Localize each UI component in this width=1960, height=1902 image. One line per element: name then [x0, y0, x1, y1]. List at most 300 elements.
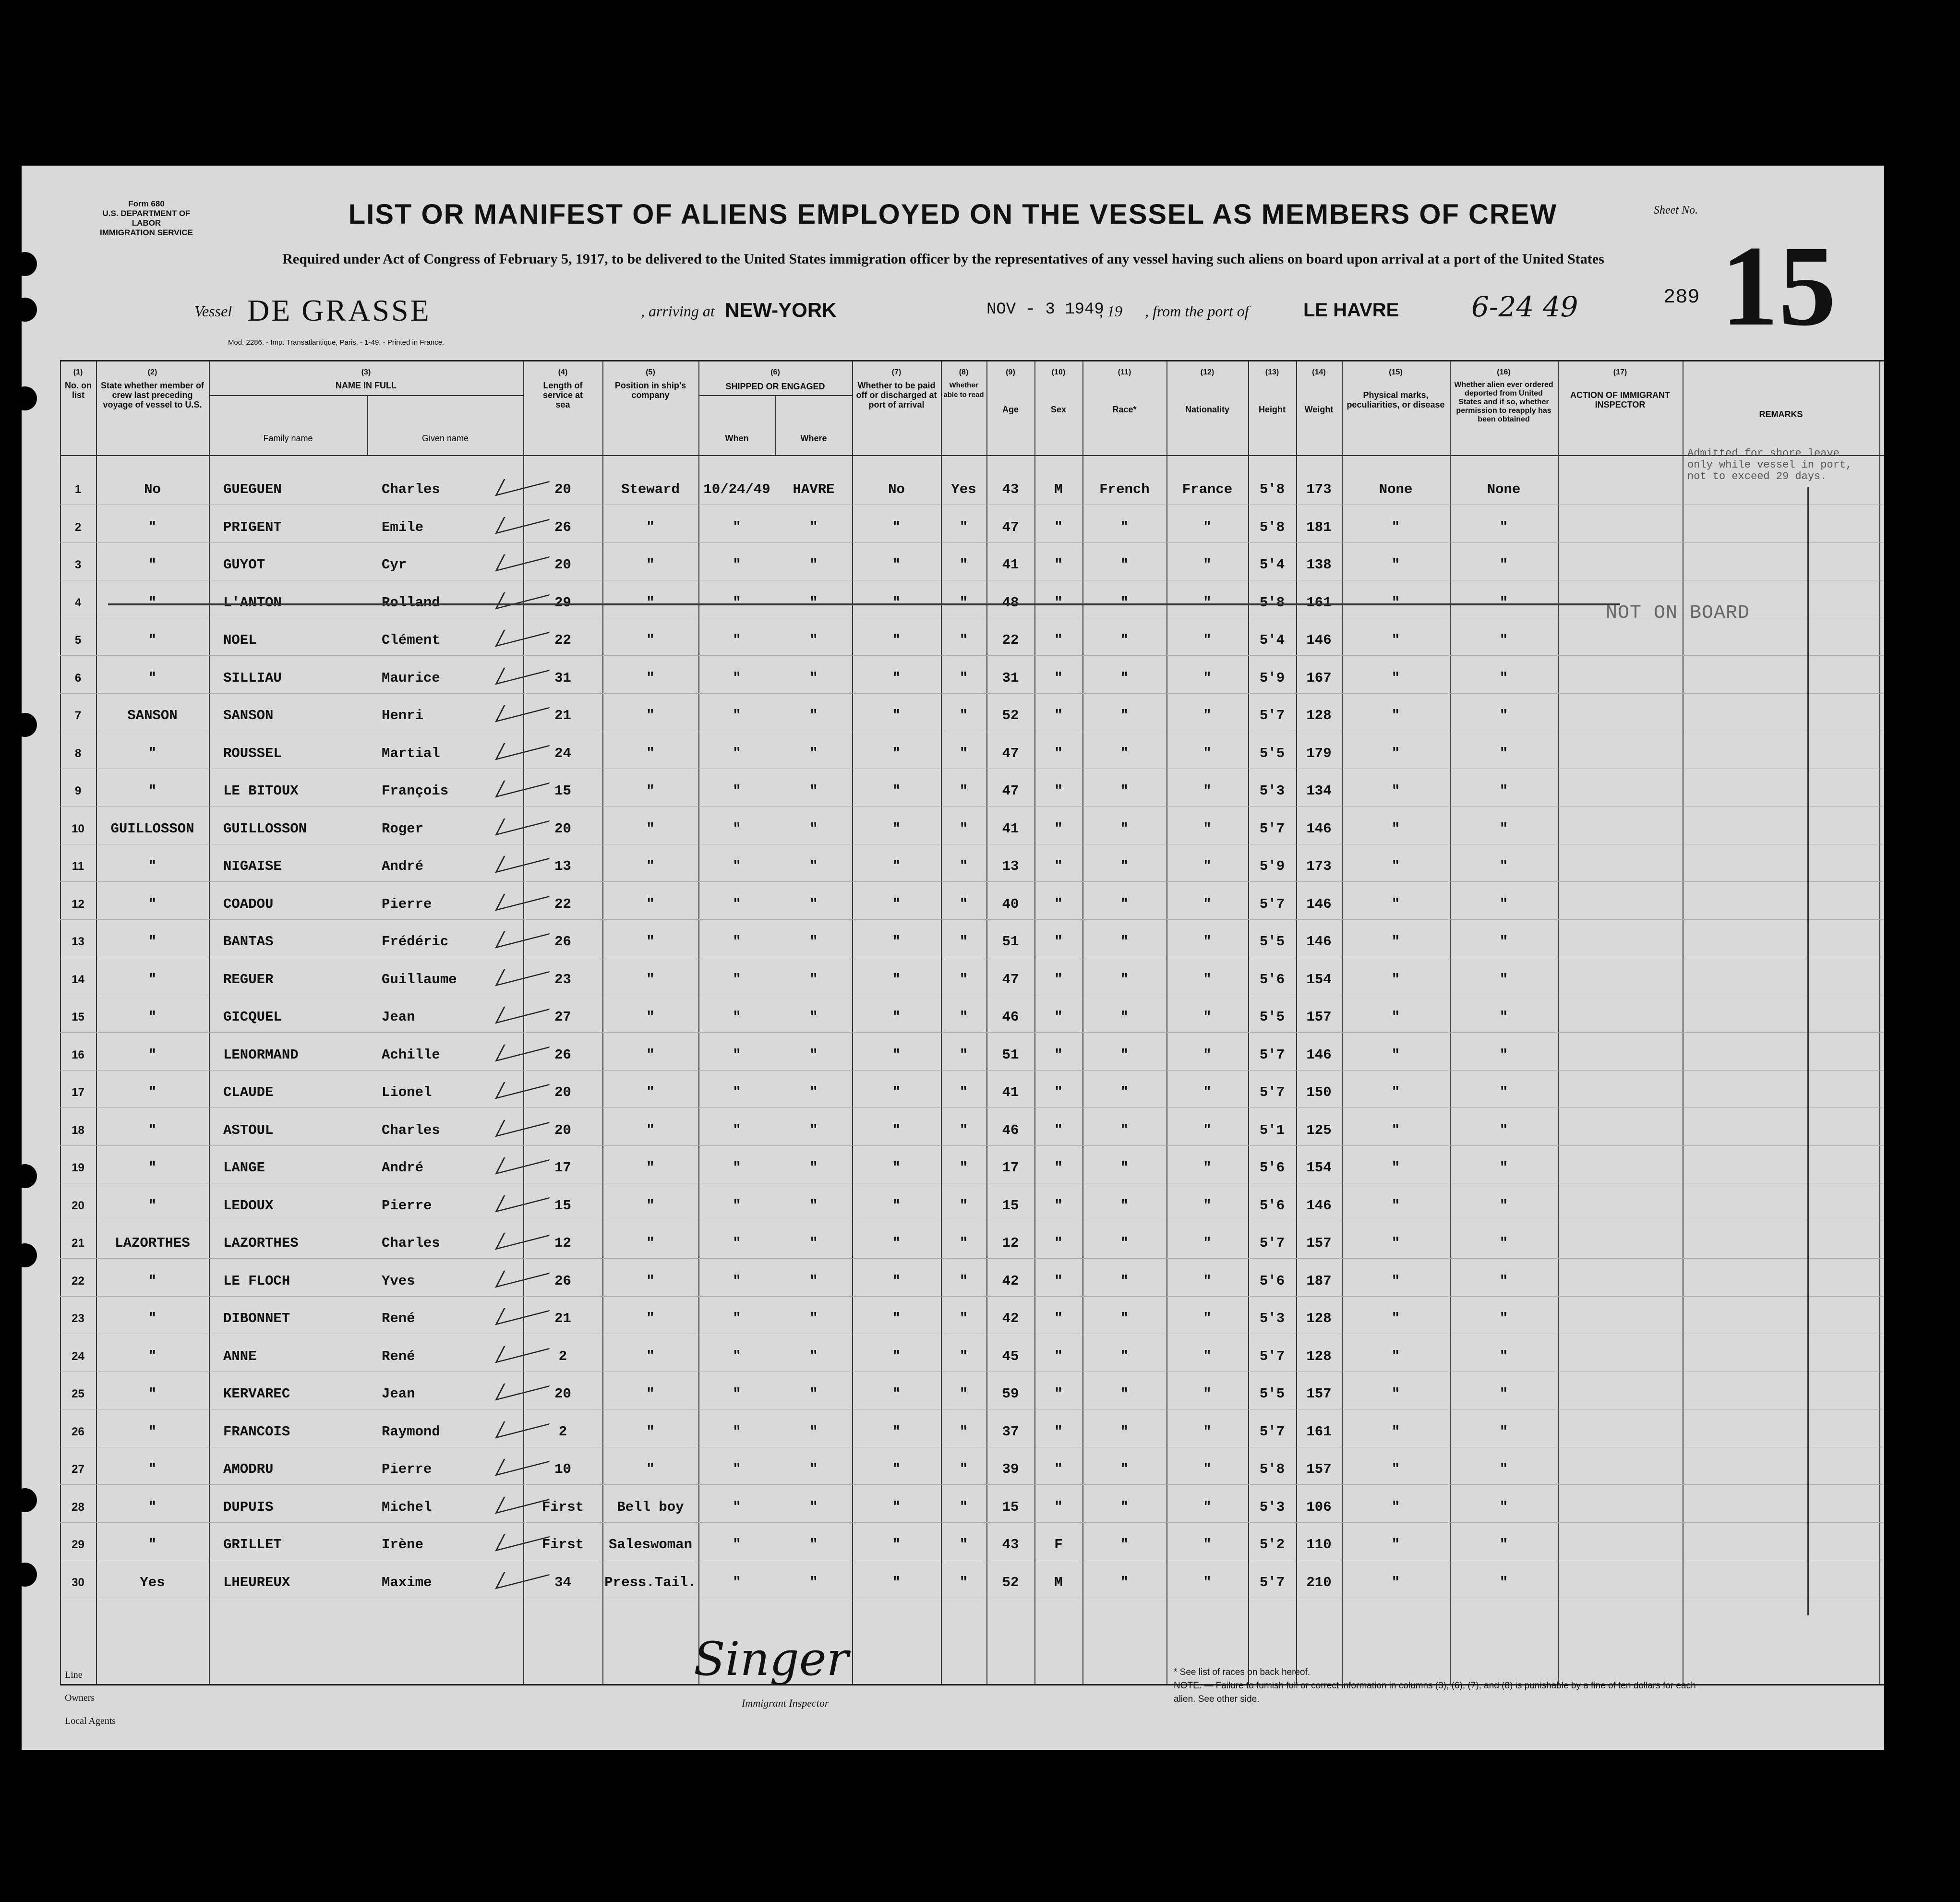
- cell-nationality: ": [1203, 1197, 1212, 1214]
- cell-service: 22: [554, 896, 571, 912]
- cell-race: ": [1120, 820, 1129, 837]
- cell-service: 27: [554, 1009, 571, 1025]
- cell-weight: 157: [1306, 1009, 1332, 1025]
- cell-no: 6: [74, 671, 82, 685]
- cell-read: ": [959, 1574, 968, 1590]
- cell-age: 37: [1002, 1423, 1019, 1440]
- cell-height: 5'5: [1259, 1386, 1285, 1402]
- cell-service: 15: [554, 1197, 571, 1214]
- cell-given: Roger: [382, 820, 424, 837]
- cell-prev: ": [148, 1197, 157, 1214]
- cell-weight: 106: [1306, 1499, 1332, 1515]
- cell-height: 5'3: [1259, 1311, 1285, 1326]
- cell-read: ": [959, 934, 968, 950]
- col-header-weight: Weight: [1304, 405, 1334, 414]
- cell-deported: ": [1499, 1160, 1508, 1176]
- cell-no: 29: [72, 1538, 84, 1551]
- cell-sex: M: [1054, 1574, 1063, 1590]
- cell-nationality: France: [1182, 482, 1233, 497]
- cell-age: 41: [1002, 1084, 1019, 1100]
- cell-deported: ": [1499, 1235, 1508, 1251]
- cell-when: ": [733, 745, 741, 761]
- col-11-number: (11): [1118, 368, 1131, 376]
- cell-weight: 146: [1306, 896, 1332, 912]
- cell-service: 20: [554, 557, 571, 573]
- cell-age: 39: [1002, 1461, 1019, 1477]
- cell-read: ": [959, 1461, 968, 1477]
- cell-family: SILLIAU: [223, 670, 282, 686]
- col-header-name-in-full: NAME IN FULL: [336, 381, 397, 390]
- cell-nationality: ": [1203, 519, 1212, 535]
- cell-when: ": [733, 594, 741, 611]
- cell-nationality: ": [1203, 594, 1212, 611]
- cell-age: 12: [1002, 1235, 1019, 1251]
- cell-sex: ": [1054, 1311, 1063, 1326]
- cell-height: 5'7: [1259, 1348, 1285, 1364]
- cell-height: 5'7: [1259, 1423, 1285, 1440]
- cell-race: ": [1120, 1009, 1129, 1025]
- cell-when: ": [733, 783, 741, 799]
- cell-paid: ": [892, 1273, 901, 1289]
- cell-weight: 128: [1306, 1311, 1332, 1326]
- cell-family: LAZORTHES: [223, 1235, 299, 1251]
- cell-sex: ": [1054, 820, 1063, 837]
- cell-marks: ": [1391, 1197, 1400, 1214]
- cell-given: Guillaume: [382, 971, 457, 987]
- cell-read: ": [959, 632, 968, 648]
- cell-prev: ": [148, 1160, 157, 1176]
- cell-paid: ": [892, 557, 901, 573]
- cell-service: First: [541, 1537, 584, 1553]
- cell-race: ": [1120, 1348, 1129, 1364]
- cell-age: 22: [1002, 632, 1019, 648]
- cell-age: 41: [1002, 820, 1019, 837]
- binder-hole: [13, 1488, 37, 1512]
- cell-paid: ": [892, 1084, 901, 1100]
- cell-marks: ": [1391, 896, 1400, 912]
- binder-hole: [13, 1563, 37, 1587]
- cell-marks: ": [1391, 1047, 1400, 1063]
- cell-race: ": [1120, 557, 1129, 573]
- cell-where: ": [809, 858, 818, 874]
- cell-deported: ": [1499, 594, 1508, 611]
- col-15-number: (15): [1389, 368, 1403, 376]
- cell-position: ": [646, 1197, 655, 1214]
- cell-paid: ": [892, 1423, 901, 1440]
- cell-nationality: ": [1203, 708, 1212, 723]
- cell-deported: ": [1499, 1537, 1508, 1553]
- cell-prev: ": [148, 745, 157, 761]
- cell-marks: ": [1391, 557, 1400, 573]
- cell-read: ": [959, 1537, 968, 1553]
- cell-deported: ": [1499, 1273, 1508, 1289]
- col-12-number: (12): [1200, 368, 1214, 376]
- vessel-line: [156, 290, 1668, 327]
- cell-marks: ": [1391, 519, 1400, 535]
- remark-admitted-shore-leave: Admitted for shore leave only while vessel in port, not to exceed 29 days.: [1687, 447, 1852, 482]
- cell-weight: 146: [1306, 632, 1332, 648]
- cell-read: ": [959, 971, 968, 987]
- cell-weight: 125: [1306, 1122, 1332, 1138]
- cell-race: ": [1120, 1122, 1129, 1138]
- cell-race: ": [1120, 594, 1129, 611]
- cell-no: 2: [74, 520, 82, 534]
- col-header-height: Height: [1259, 405, 1286, 414]
- cell-marks: ": [1391, 708, 1400, 723]
- cell-paid: ": [892, 783, 901, 799]
- cell-nationality: ": [1203, 1537, 1212, 1553]
- cell-weight: 154: [1306, 971, 1332, 987]
- cell-marks: ": [1391, 1084, 1400, 1100]
- cell-when: ": [733, 971, 741, 987]
- cell-weight: 181: [1306, 519, 1332, 535]
- footnote-penalty: NOTE. — Failure to furnish full or correct information in columns (3), (6), (7), and (8) is punishable by a fine of ten dollars for each alien. See other side.: [1174, 1681, 1696, 1704]
- cell-height: 5'7: [1259, 1574, 1285, 1590]
- cell-where: ": [809, 783, 818, 799]
- footer-line-label: Line: [65, 1670, 83, 1680]
- cell-marks: ": [1391, 1574, 1400, 1590]
- cell-age: 41: [1002, 557, 1019, 573]
- cell-no: 4: [74, 596, 82, 609]
- document-subtitle: Required under Act of Congress of February 5, 1917, to be delivered to the United States immigration officer by the representatives of any vessel having such aliens on board upon arrival at a port of the United States: [282, 251, 1604, 267]
- cell-given: Charles: [382, 1235, 440, 1251]
- cell-when: ": [733, 1499, 741, 1515]
- cell-sex: ": [1054, 934, 1063, 950]
- cell-service: 22: [554, 632, 571, 648]
- cell-service: 13: [554, 858, 571, 874]
- cell-read: ": [959, 820, 968, 837]
- cell-deported: ": [1499, 783, 1508, 799]
- cell-read: ": [959, 1197, 968, 1214]
- cell-marks: ": [1391, 1122, 1400, 1138]
- cell-no: 28: [72, 1500, 84, 1514]
- cell-when: ": [733, 1160, 741, 1176]
- cell-read: ": [959, 1009, 968, 1025]
- vessel-name: DE GRASSE: [247, 293, 431, 327]
- cell-paid: ": [892, 1122, 901, 1138]
- cell-family: GUEGUEN: [223, 482, 282, 497]
- col-header-where: Where: [800, 433, 827, 443]
- cell-family: NOEL: [223, 632, 257, 648]
- cell-sex: ": [1054, 858, 1063, 874]
- cell-paid: ": [892, 820, 901, 837]
- cell-marks: ": [1391, 1461, 1400, 1477]
- cell-deported: ": [1499, 745, 1508, 761]
- cell-where: ": [809, 594, 818, 611]
- cell-family: L'ANTON: [223, 594, 282, 611]
- cell-when: ": [733, 1386, 741, 1402]
- cell-service: 21: [554, 708, 571, 723]
- cell-service: 20: [554, 1122, 571, 1138]
- cell-when: ": [733, 1348, 741, 1364]
- cell-sex: ": [1054, 1499, 1063, 1515]
- cell-nationality: ": [1203, 1160, 1212, 1176]
- cell-height: 5'7: [1259, 1235, 1285, 1251]
- cell-nationality: ": [1203, 934, 1212, 950]
- cell-given: François: [382, 783, 449, 799]
- cell-where: ": [809, 708, 818, 723]
- cell-no: 14: [72, 973, 84, 986]
- cell-nationality: ": [1203, 1273, 1212, 1289]
- cell-nationality: ": [1203, 745, 1212, 761]
- cell-position: ": [646, 708, 655, 723]
- cell-nationality: ": [1203, 1499, 1212, 1515]
- cell-given: Jean: [382, 1009, 415, 1025]
- cell-given: René: [382, 1311, 415, 1326]
- cell-sex: ": [1054, 708, 1063, 723]
- cell-sex: ": [1054, 594, 1063, 611]
- cell-service: 26: [554, 934, 571, 950]
- cell-position: ": [646, 858, 655, 874]
- cell-race: ": [1120, 971, 1129, 987]
- cell-weight: 167: [1306, 670, 1332, 686]
- cell-height: 5'8: [1259, 519, 1285, 535]
- cell-paid: ": [892, 632, 901, 648]
- cell-when: ": [733, 1311, 741, 1326]
- cell-weight: 110: [1306, 1537, 1332, 1553]
- cell-service: 31: [554, 670, 571, 686]
- cell-when: ": [733, 670, 741, 686]
- cell-marks: ": [1391, 934, 1400, 950]
- cell-race: ": [1120, 1160, 1129, 1176]
- cell-paid: ": [892, 708, 901, 723]
- cell-read: ": [959, 1122, 968, 1138]
- cell-age: 15: [1002, 1499, 1019, 1515]
- cell-no: 1: [74, 483, 82, 496]
- cell-given: Frédéric: [382, 934, 449, 950]
- cell-marks: ": [1391, 1009, 1400, 1025]
- cell-height: 5'2: [1259, 1537, 1285, 1553]
- cell-race: ": [1120, 708, 1129, 723]
- cell-no: 24: [72, 1349, 84, 1363]
- cell-marks: ": [1391, 1160, 1400, 1176]
- cell-nationality: ": [1203, 1311, 1212, 1326]
- cell-family: LHEUREUX: [223, 1574, 290, 1590]
- col-9-number: (9): [1006, 368, 1015, 376]
- cell-position: ": [646, 670, 655, 686]
- cell-nationality: ": [1203, 1386, 1212, 1402]
- cell-height: 5'1: [1259, 1122, 1285, 1138]
- cell-weight: 128: [1306, 1348, 1332, 1364]
- cell-nationality: ": [1203, 820, 1212, 837]
- cell-age: 43: [1002, 1537, 1019, 1553]
- vessel-label: Vessel: [194, 302, 232, 320]
- cell-deported: ": [1499, 1499, 1508, 1515]
- cell-given: Irène: [382, 1537, 424, 1553]
- cell-given: Achille: [382, 1047, 440, 1063]
- cell-sex: ": [1054, 632, 1063, 648]
- cell-sex: F: [1054, 1537, 1063, 1553]
- cell-no: 7: [74, 709, 82, 722]
- col-header-shipped-engaged: SHIPPED OR ENGAGED: [725, 382, 825, 391]
- cell-family: GUYOT: [223, 557, 265, 573]
- cell-service: 20: [554, 1386, 571, 1402]
- cell-family: CLAUDE: [223, 1084, 274, 1100]
- cell-age: 13: [1002, 858, 1019, 874]
- cell-sex: ": [1054, 1197, 1063, 1214]
- cell-height: 5'6: [1259, 1160, 1285, 1176]
- cell-weight: 128: [1306, 708, 1332, 723]
- arriving-label: , arriving at: [641, 302, 715, 320]
- cell-given: André: [382, 1160, 424, 1176]
- cell-position: ": [646, 1047, 655, 1063]
- cell-deported: ": [1499, 1386, 1508, 1402]
- cell-height: 5'6: [1259, 971, 1285, 987]
- cell-prev: ": [148, 896, 157, 912]
- cell-service: 12: [554, 1235, 571, 1251]
- cell-height: 5'9: [1259, 670, 1285, 686]
- cell-sex: ": [1054, 896, 1063, 912]
- cell-nationality: ": [1203, 896, 1212, 912]
- cell-deported: ": [1499, 632, 1508, 648]
- cell-read: ": [959, 1160, 968, 1176]
- cell-no: 5: [74, 634, 82, 647]
- col-1-number: (1): [73, 368, 83, 376]
- cell-service: First: [541, 1499, 584, 1515]
- cell-sex: ": [1054, 1084, 1063, 1100]
- cell-given: Emile: [382, 519, 424, 535]
- cell-prev: ": [148, 858, 157, 874]
- col-13-number: (13): [1265, 368, 1279, 376]
- cell-family: PRIGENT: [223, 519, 282, 535]
- cell-where: ": [809, 1235, 818, 1251]
- remark-bracket-line: [1807, 487, 1812, 1615]
- cell-sex: ": [1054, 783, 1063, 799]
- cell-family: ASTOUL: [223, 1122, 274, 1138]
- sheet-number-label: Sheet No.: [1654, 204, 1698, 217]
- cell-paid: ": [892, 1348, 901, 1364]
- cell-marks: ": [1391, 1273, 1400, 1289]
- cell-where: ": [809, 1122, 818, 1138]
- cell-weight: 210: [1306, 1574, 1332, 1590]
- cell-service: 10: [554, 1461, 571, 1477]
- cell-weight: 146: [1306, 934, 1332, 950]
- cell-when: ": [733, 1122, 741, 1138]
- col-4-number: (4): [558, 368, 568, 376]
- cell-nationality: ": [1203, 670, 1212, 686]
- cell-service: 24: [554, 745, 571, 761]
- cell-age: 17: [1002, 1160, 1019, 1176]
- cell-weight: 173: [1306, 482, 1332, 497]
- cell-when: ": [733, 1423, 741, 1440]
- cell-prev: ": [148, 1009, 157, 1025]
- cell-prev: GUILLOSSON: [110, 820, 194, 837]
- cell-age: 46: [1002, 1009, 1019, 1025]
- cell-when: ": [733, 1084, 741, 1100]
- cell-given: Jean: [382, 1386, 415, 1402]
- cell-service: 26: [554, 1273, 571, 1289]
- binder-hole: [13, 713, 37, 737]
- cell-family: KERVAREC: [223, 1386, 290, 1402]
- from-port-label: , from the port of: [1145, 302, 1249, 320]
- cell-read: ": [959, 1273, 968, 1289]
- cell-no: 30: [72, 1576, 84, 1589]
- cell-where: ": [809, 1537, 818, 1553]
- cell-read: ": [959, 783, 968, 799]
- cell-position: ": [646, 745, 655, 761]
- cell-nationality: ": [1203, 1235, 1212, 1251]
- cell-no: 11: [72, 860, 84, 873]
- cell-race: ": [1120, 1423, 1129, 1440]
- cell-no: 18: [72, 1123, 84, 1137]
- cell-deported: ": [1499, 820, 1508, 837]
- cell-prev: ": [148, 1461, 157, 1477]
- col-header-family-name: Family name: [263, 433, 313, 443]
- cell-prev: No: [144, 482, 161, 497]
- cell-where: ": [809, 1009, 818, 1025]
- cell-paid: ": [892, 1197, 901, 1214]
- cell-prev: ": [148, 1348, 157, 1364]
- cell-weight: 150: [1306, 1084, 1332, 1100]
- cell-service: 34: [554, 1574, 571, 1590]
- cell-given: Henri: [382, 708, 424, 723]
- cell-given: Pierre: [382, 1197, 432, 1214]
- cell-height: 5'7: [1259, 1047, 1285, 1063]
- cell-age: 47: [1002, 783, 1019, 799]
- cell-position: ": [646, 1235, 655, 1251]
- cell-family: DIBONNET: [223, 1311, 290, 1326]
- arrival-date: NOV - 3 1949: [986, 301, 1104, 319]
- cell-sex: ": [1054, 1047, 1063, 1063]
- cell-marks: ": [1391, 1499, 1400, 1515]
- cell-paid: ": [892, 934, 901, 950]
- cell-position: ": [646, 1273, 655, 1289]
- cell-where: ": [809, 971, 818, 987]
- cell-deported: ": [1499, 1009, 1508, 1025]
- cell-deported: ": [1499, 1197, 1508, 1214]
- cell-deported: ": [1499, 557, 1508, 573]
- cell-age: 48: [1002, 594, 1019, 611]
- col-3-number: (3): [361, 368, 371, 376]
- cell-weight: 161: [1306, 1423, 1332, 1440]
- cell-prev: ": [148, 783, 157, 799]
- cell-no: 10: [72, 822, 84, 835]
- cell-nationality: ": [1203, 1009, 1212, 1025]
- cell-marks: ": [1391, 820, 1400, 837]
- cell-prev: ": [148, 1499, 157, 1515]
- cell-deported: ": [1499, 896, 1508, 912]
- cell-no: 21: [72, 1237, 84, 1250]
- cell-family: ROUSSEL: [223, 745, 282, 761]
- cell-service: 2: [558, 1423, 567, 1440]
- cell-prev: ": [148, 519, 157, 535]
- cell-prev: ": [148, 1084, 157, 1100]
- cell-family: REGUER: [223, 971, 274, 987]
- cell-age: 47: [1002, 971, 1019, 987]
- cell-no: 8: [74, 746, 82, 760]
- cell-service: 15: [554, 783, 571, 799]
- cell-weight: 157: [1306, 1386, 1332, 1402]
- remark-not-on-board-stamp: NOT ON BOARD: [1606, 602, 1750, 624]
- cell-deported: ": [1499, 670, 1508, 686]
- cell-prev: ": [148, 1423, 157, 1440]
- cell-marks: ": [1391, 594, 1400, 611]
- cell-position: ": [646, 1084, 655, 1100]
- cell-paid: ": [892, 1009, 901, 1025]
- departure-port: LE HAVRE: [1303, 300, 1399, 321]
- cell-given: Raymond: [382, 1423, 440, 1440]
- cell-when: ": [733, 934, 741, 950]
- cell-position: Steward: [621, 482, 680, 497]
- cell-family: LE FLOCH: [223, 1273, 290, 1289]
- cell-no: 9: [74, 784, 82, 797]
- cell-when: ": [733, 1197, 741, 1214]
- cell-race: ": [1120, 1574, 1129, 1590]
- col-5-number: (5): [646, 368, 655, 376]
- cell-no: 19: [72, 1161, 84, 1174]
- cell-position: ": [646, 519, 655, 535]
- cell-given: Lionel: [382, 1084, 432, 1100]
